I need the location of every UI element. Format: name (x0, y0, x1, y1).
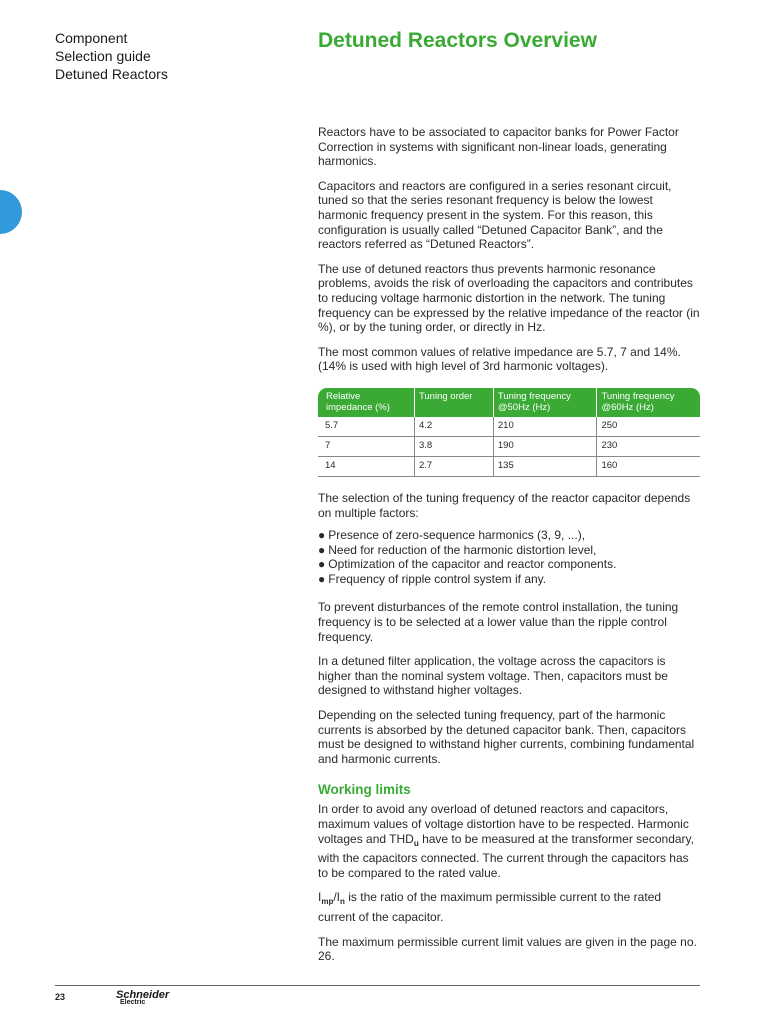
table-cell: 190 (493, 436, 597, 456)
table-cell: 5.7 (318, 417, 414, 437)
table-cell: 250 (597, 417, 700, 437)
bullet-icon: ● (318, 528, 326, 543)
table-cell: 2.7 (414, 456, 493, 476)
list-item: ● Presence of zero-sequence harmonics (3, 9, ...), (318, 528, 586, 543)
header-relative-impedance: Relative impedance (%) (318, 388, 414, 417)
header-frequency-60hz: Tuning frequency @60Hz (Hz) (597, 388, 700, 417)
voltage-paragraph: In a detuned filter application, the voltage across the capacitors is higher than the nominal system voltage. Then, capacitors must be designed to withstand higher voltages. (318, 654, 668, 698)
working-limits-heading: Working limits (318, 782, 411, 798)
tuning-table (318, 388, 700, 477)
common-values-paragraph: The most common values of relative impedance are 5.7, 7 and 14%. (14% is used with high level of 3rd harmonic voltages). (318, 344, 681, 374)
list-item: ● Optimization of the capacitor and reactor components. (318, 557, 617, 572)
bullet-icon: ● (318, 542, 326, 557)
table-cell: 4.2 (414, 417, 493, 437)
resonance-paragraph: Capacitors and reactors are configured in a series resonant circuit, tuned so that the series resonant frequency is below the lowest harmonic frequency present in the system. For this reason, this configuration is usually called “Detuned Capacitor Bank”, and the reactors referred as “Detuned Reactors”. (318, 178, 672, 252)
page-number: 23 (55, 992, 66, 1002)
factors-list (318, 528, 700, 586)
list-item: ● Need for reduction of the harmonic distortion level, (318, 542, 597, 557)
bullet-icon: ● (318, 557, 326, 572)
intro-paragraph: Reactors have to be associated to capacitor banks for Power Factor Correction in systems with significant non-linear loads, generating harmonics. (318, 125, 679, 169)
section-tab-marker (0, 190, 22, 234)
header-tuning-order: Tuning order (414, 388, 493, 417)
schneider-electric-logo: Schneider Electric (116, 989, 170, 1006)
selection-paragraph: The selection of the tuning frequency of the reactor capacitor depends on multiple factors: (318, 490, 691, 520)
ripple-control-paragraph: To prevent disturbances of the remote control installation, the tuning frequency is to be selected at a lower value than the ripple control frequency. (318, 600, 679, 644)
table-row (318, 417, 700, 437)
table-cell: 230 (597, 436, 700, 456)
breadcrumb-line-1: Component (55, 30, 128, 46)
table-header-row (318, 388, 700, 417)
footer-divider (55, 985, 700, 986)
breadcrumb-line-3: Detuned Reactors (55, 66, 168, 82)
table-row (318, 436, 700, 456)
table-cell: 7 (318, 436, 414, 456)
breadcrumb-sidebar (55, 29, 168, 83)
breadcrumb-line-2: Selection guide (55, 48, 151, 64)
table-cell: 14 (318, 456, 414, 476)
table-cell: 135 (493, 456, 597, 476)
current-paragraph: Depending on the selected tuning frequency, part of the harmonic currents is absorbed by the detuned capacitor bank. Then, capacitors must be designed to withstand higher currents, combining fundamental and harmonic currents. (318, 708, 695, 766)
main-content (318, 125, 700, 974)
bullet-icon: ● (318, 571, 326, 586)
limit-values-paragraph: The maximum permissible current limit values are given in the page no. 26. (318, 934, 697, 964)
table-cell: 210 (493, 417, 597, 437)
table-cell: 160 (597, 456, 700, 476)
table-cell: 3.8 (414, 436, 493, 456)
table-row (318, 456, 700, 476)
page-title: Detuned Reactors Overview (318, 29, 597, 52)
list-item: ● Frequency of ripple control system if any. (318, 571, 547, 586)
benefits-paragraph: The use of detuned reactors thus prevents harmonic resonance problems, avoids the risk of overloading the capacitors and contributes to reducing voltage harmonic distortion in the network. The tuning frequency can be expressed by the relative impedance of the reactor (in %), or by the tuning order, or directly in Hz. (318, 261, 700, 335)
working-limits-paragraph: In order to avoid any overload of detuned reactors and capacitors, maximum values of voltage distortion have to be respected. Harmonic voltages and $THD_u$ have to be measured at the transformer secondary, with the capacitors connected. The current through the capacitors has to be compared to the rated value. (318, 802, 694, 880)
current-ratio-paragraph: $I_{mp}/I_n$ is the ratio of the maximum permissible current to the rated current of the capacitor. (318, 890, 662, 924)
header-frequency-50hz: Tuning frequency @50Hz (Hz) (493, 388, 597, 417)
